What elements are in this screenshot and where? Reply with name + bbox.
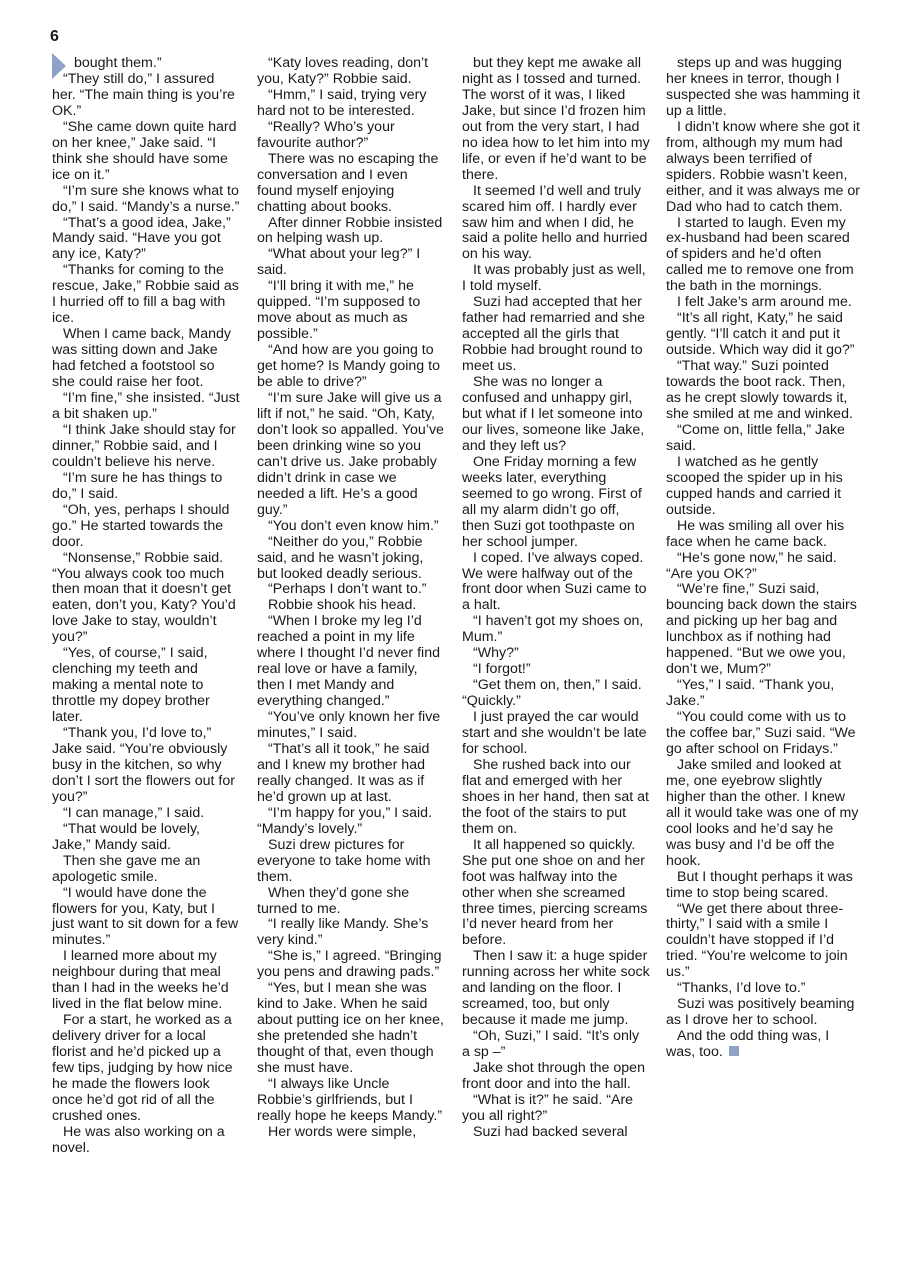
paragraph: But I thought perhaps it was time to stop being scared. (666, 868, 853, 901)
text-column-4 (666, 56, 860, 1061)
paragraph: “Thanks for coming to the rescue, Jake,” Robbie said as I hurried off to fill a bag with ice. (52, 262, 239, 327)
paragraph: Then she gave me an apologetic smile. (52, 852, 201, 885)
paragraph: “I think Jake should stay for dinner,” Robbie said, and I couldn’t believe his nerve. (52, 421, 236, 470)
paragraph: It all happened so quickly. She put one shoe on and her foot was halfway into the other when she screamed three times, piercing screams I’d never heard from her before. (462, 836, 648, 949)
paragraph: “It’s all right, Katy,” he said gently. “I’ll catch it and put it outside. Which way did it go?” (666, 310, 855, 359)
paragraph: It seemed I’d well and truly scared him off. I hardly ever saw him and when I did, he said a polite hello and hurried on his way. (462, 182, 648, 263)
paragraph: I didn’t know where she got it from, although my mum had always been terrified of spiders. Robbie wasn’t keen, either, and it was always me or Dad who had to catch them. (666, 118, 860, 215)
paragraph: “Why?” (473, 645, 519, 662)
paragraph: Suzi drew pictures for everyone to take home with them. (257, 836, 431, 885)
paragraph: Jake shot through the open front door and into the hall. (462, 1060, 645, 1092)
paragraph: Suzi had accepted that her father had remarried and she accepted all the girls that Robbie had brought round to meet us. (462, 294, 645, 375)
paragraph: “You’ve only known her five minutes,” I said. (257, 709, 441, 742)
paragraph: steps up and was hugging her knees in terror, though I suspected she was hamming it up a little. (666, 55, 860, 119)
paragraph: “Oh, yes, perhaps I should go.” He started towards the door. (52, 501, 230, 550)
paragraph: “I forgot!” (473, 661, 531, 678)
paragraph: “I always like Uncle Robbie’s girlfriends, but I really hope he keeps Mandy.” (257, 1076, 443, 1124)
paragraph: “Katy loves reading, don’t you, Katy?” Robbie said. (257, 55, 429, 87)
paragraph: He was smiling all over his face when he came back. (666, 517, 845, 550)
paragraph: “What about your leg?” I said. (257, 246, 421, 279)
paragraph: “We’re fine,” Suzi said, bouncing back down the stairs and picking up her bag and lunchbox as if nothing had happened. “But we owe you, don’t we, Mum?” (666, 581, 857, 678)
paragraph: “I can manage,” I said. (63, 804, 205, 821)
paragraph: Suzi had backed several (473, 1123, 628, 1140)
paragraph: She was no longer a confused and unhappy girl, but what if I let someone into our lives, someone like Jake, and they left us? (462, 374, 645, 454)
paragraph: For a start, he worked as a delivery driver for a local florist and he’d picked up a few tips, judging by how nice he made the flowers look once he’d got rid of all the crushed ones. (52, 1012, 233, 1124)
text-column-2 (257, 56, 445, 1141)
paragraph: “That would be lovely, Jake,” Mandy said. (52, 820, 200, 853)
story-end-text: And the odd thing was, I was, too. (666, 1028, 830, 1061)
paragraph: “I’m fine,” she insisted. “Just a bit shaken up.” (52, 390, 240, 422)
paragraph: “Nonsense,” Robbie said. “You always cook too much then moan that it doesn’t get eaten, don’t you, Katy? You’d love Jake to stay, wouldn’t you?” (52, 549, 236, 646)
paragraph: Then I saw it: a huge spider running across her white sock and landing on the floor. I screamed, too, but only because it made me jump. (462, 948, 650, 1029)
paragraph: but they kept me awake all night as I tossed and turned. The worst of it was, I liked Jake, but since I’d frozen him out from the very start, I had no idea how to let him into my life, or even if he’d want to be there. (462, 55, 650, 183)
paragraph: “She came down quite hard on her knee,” Jake said. “I think she should have some ice on it.” (52, 118, 237, 183)
paragraph: “She is,” I agreed. “Bringing you pens and drawing pads.” (257, 948, 442, 981)
paragraph: “What is it?” he said. “Are you all right?” (462, 1091, 634, 1124)
paragraph: bought them.” (74, 55, 162, 71)
paragraph: I learned more about my neighbour during that meal than I had in the weeks he’d lived in the flat below mine. (52, 948, 229, 1013)
paragraph: “Oh, Suzi,” I said. “It’s only a sp –” (462, 1028, 640, 1061)
page-number: 6 (50, 28, 59, 45)
paragraph: “Perhaps I don’t want to.” (268, 581, 427, 598)
paragraph: “That’s a good idea, Jake,” Mandy said. “Have you got any ice, Katy?” (52, 214, 231, 263)
paragraph: It was probably just as well, I told myself. (462, 262, 646, 295)
paragraph: After dinner Robbie insisted on helping wash up. (257, 214, 443, 247)
paragraph: “I haven’t got my shoes on, Mum.” (462, 613, 644, 646)
paragraph: I watched as he gently scooped the spider up in his cupped hands and carried it outside. (666, 453, 843, 518)
paragraph: “I’m sure she knows what to do,” I said. “Mandy’s a nurse.” (52, 182, 240, 215)
paragraph: There was no escaping the conversation and I even found myself enjoying chatting about books. (257, 150, 439, 215)
paragraph: When I came back, Mandy was sitting down and Jake had fetched a footstool so she could raise her foot. (52, 326, 231, 391)
paragraph: I felt Jake’s arm around me. (677, 294, 852, 311)
paragraph: “When I broke my leg I’d reached a point in my life where I thought I’d never find real love or have a family, then I met Mandy and everything changed.” (257, 613, 440, 710)
paragraph: I started to laugh. Even my ex-husband had been scared of spiders and he’d often called me to remove one from the bath in the mornings. (666, 214, 854, 295)
paragraph: “I’m happy for you,” I said. “Mandy’s lovely.” (257, 804, 433, 837)
paragraph: “Get them on, then,” I said. “Quickly.” (462, 677, 642, 710)
paragraph: One Friday morning a few weeks later, everything seemed to go wrong. First of all my alarm didn’t go off, then Suzi got toothpaste on her school jumper. (462, 453, 642, 550)
paragraph: “Thanks, I’d love to.” (677, 980, 806, 997)
paragraph: “Thank you, I’d love to,” Jake said. “You’re obviously busy in the kitchen, so why don’t I sort the flowers out for you?” (52, 725, 235, 805)
paragraph (666, 1029, 860, 1061)
paragraph: “I’m sure Jake will give us a lift if not,” he said. “Oh, Katy, don’t look so appalled. You’ve been drinking wine so you can’t drive us. Jake probably didn’t drink in case we needed a lift. He’s a good guy.” (257, 390, 444, 518)
paragraph: “And how are you going to get home? Is Mandy going to be able to drive?” (257, 342, 440, 391)
paragraph: “You could come with us to the coffee bar,” Suzi said. “We go after school on Fridays.” (666, 709, 856, 757)
paragraph: “That way.” Suzi pointed towards the boot rack. Then, as he crept slowly towards it, she smiled at me and winked. (666, 358, 853, 422)
paragraph: “I’m sure he has things to do,” I said. (52, 469, 223, 502)
paragraph: He was also working on a novel. (52, 1123, 225, 1156)
paragraph: “I’ll bring it with me,” he quipped. “I’m supposed to move about as much as possible.” (257, 278, 421, 343)
paragraph: When they’d gone she turned to me. (257, 884, 410, 917)
paragraph: I just prayed the car would start and she wouldn’t be late for school. (462, 709, 647, 757)
paragraph: “You don’t even know him.” (268, 517, 439, 534)
paragraph: “Neither do you,” Robbie said, and he wasn’t joking, but looked deadly serious. (257, 533, 424, 582)
paragraph: Robbie shook his head. (268, 597, 417, 614)
paragraph: “Come on, little fella,” Jake said. (666, 421, 845, 454)
paragraph: Suzi was positively beaming as I drove her to school. (666, 996, 855, 1029)
paragraph: “He’s gone now,” he said. “Are you OK?” (666, 549, 837, 582)
text-column-3 (462, 56, 650, 1141)
paragraph: “I would have done the flowers for you, Katy, but I just want to sit down for a few minutes.” (52, 884, 239, 949)
paragraph: “Really? Who’s your favourite author?” (257, 118, 395, 151)
text-column-1 (52, 56, 240, 1157)
paragraph: “We get there about three-thirty,” I said with a smile I couldn’t have stopped if I’d tried. “You’re welcome to join us.” (666, 900, 848, 981)
paragraph: “Yes, but I mean she was kind to Jake. When he said about putting ice on her knee, she pretended she hadn’t thought of that, even though she must have. (257, 980, 444, 1077)
paragraph: “I really like Mandy. She’s very kind.” (257, 916, 429, 949)
paragraph: “They still do,” I assured her. “The main thing is you’re OK.” (52, 70, 235, 119)
paragraph: She rushed back into our flat and emerged with her shoes in her hand, then sat at the foot of the stairs to put them on. (462, 756, 649, 837)
paragraph: “Hmm,” I said, trying very hard not to be interested. (257, 86, 427, 119)
paragraph: “Yes, of course,” I said, clenching my teeth and making a mental note to throttle my dopey brother later. (52, 645, 210, 726)
paragraph: I coped. I’ve always coped. We were halfway out of the front door when Suzi came to a halt. (462, 549, 647, 614)
paragraph: Her words were simple, (268, 1123, 417, 1140)
paragraph: “Yes,” I said. “Thank you, Jake.” (666, 677, 835, 710)
paragraph: “That’s all it took,” he said and I knew my brother had really changed. It was as if he’d grown up at last. (257, 740, 430, 805)
end-square-icon (729, 1046, 739, 1056)
paragraph: Jake smiled and looked at me, one eyebrow slightly higher than the other. I knew all it would take was one of my cool looks and he’d say he was busy and I’d be off the hook. (666, 756, 859, 869)
